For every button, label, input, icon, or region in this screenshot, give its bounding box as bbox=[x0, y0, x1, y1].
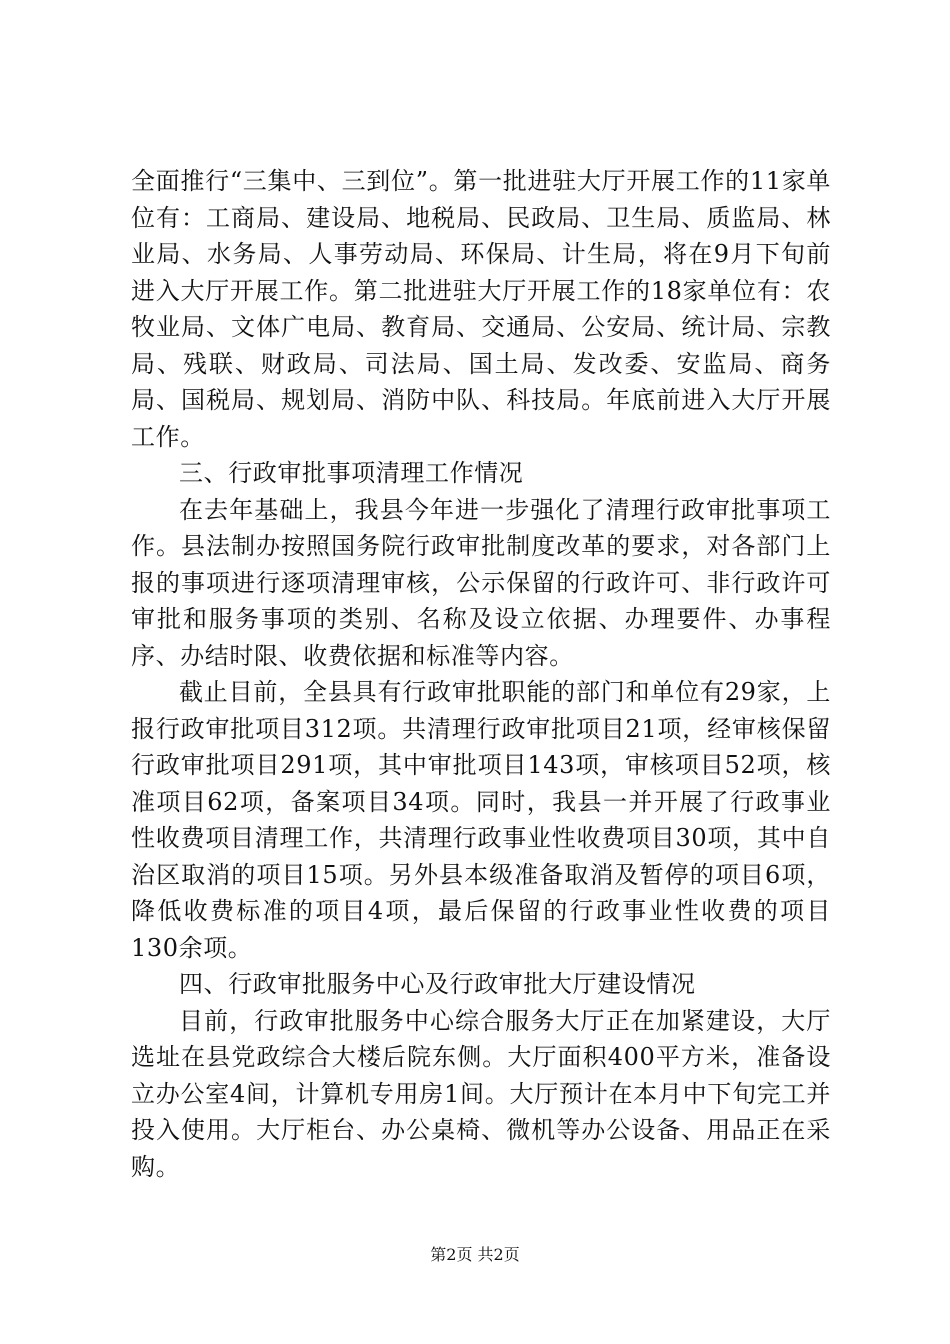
paragraph-intro: 全面推行“三集中、三到位”。第一批进驻大厅开展工作的11家单位有：工商局、建设局、地税局、民政局、卫生局、质监局、林业局、水务局、人事劳动局、环保局、计生局，将在9月下旬前进入大厅开展工作。第二批进驻大厅开展工作的18家单位有：农牧业局、文体广电局、教育局、交通局、公安局、统计局、宗教局、残联、财政局、司法局、国土局、发改委、安监局、商务局、国税局、规划局、消防中队、科技局。年底前进入大厅开展工作。 bbox=[131, 167, 831, 451]
paragraph-section-3-a: 在去年基础上，我县今年进一步强化了清理行政审批事项工作。县法制办按照国务院行政审批制度改革的要求，对各部门上报的事项进行逐项清理审核，公示保留的行政许可、非行政许可审批和服务事项的类别、名称及设立依据、办理要件、办事程序、办结时限、收费依据和标准等内容。 bbox=[131, 495, 831, 670]
paragraph-section-3-b: 截止目前，全县具有行政审批职能的部门和单位有29家，上报行政审批项目312项。共清理行政审批项目21项，经审核保留行政审批项目291项，其中审批项目143项，审核项目52项，核准项目62项，备案项目34项。同时，我县一并开展了行政事业性收费项目清理工作，共清理行政事业性收费项目30项，其中自治区取消的项目15项。另外县本级准备取消及暂停的项目6项，降低收费标准的项目4项，最后保留的行政事业性收费的项目130余项。 bbox=[131, 678, 831, 962]
section-heading-4: 四、行政审批服务中心及行政审批大厅建设情况 bbox=[179, 970, 696, 998]
section-heading-3: 三、行政审批事项清理工作情况 bbox=[179, 459, 524, 487]
page-number-footer: 第2页 共2页 bbox=[430, 1245, 520, 1264]
document-body bbox=[131, 163, 831, 1185]
paragraph-section-4: 目前，行政审批服务中心综合服务大厅正在加紧建设，大厅选址在县党政综合大楼后院东侧。大厅面积400平方米，准备设立办公室4间，计算机专用房1间。大厅预计在本月中下旬完工并投入使用。大厅柜台、办公桌椅、微机等办公设备、用品正在采购。 bbox=[131, 1006, 831, 1181]
